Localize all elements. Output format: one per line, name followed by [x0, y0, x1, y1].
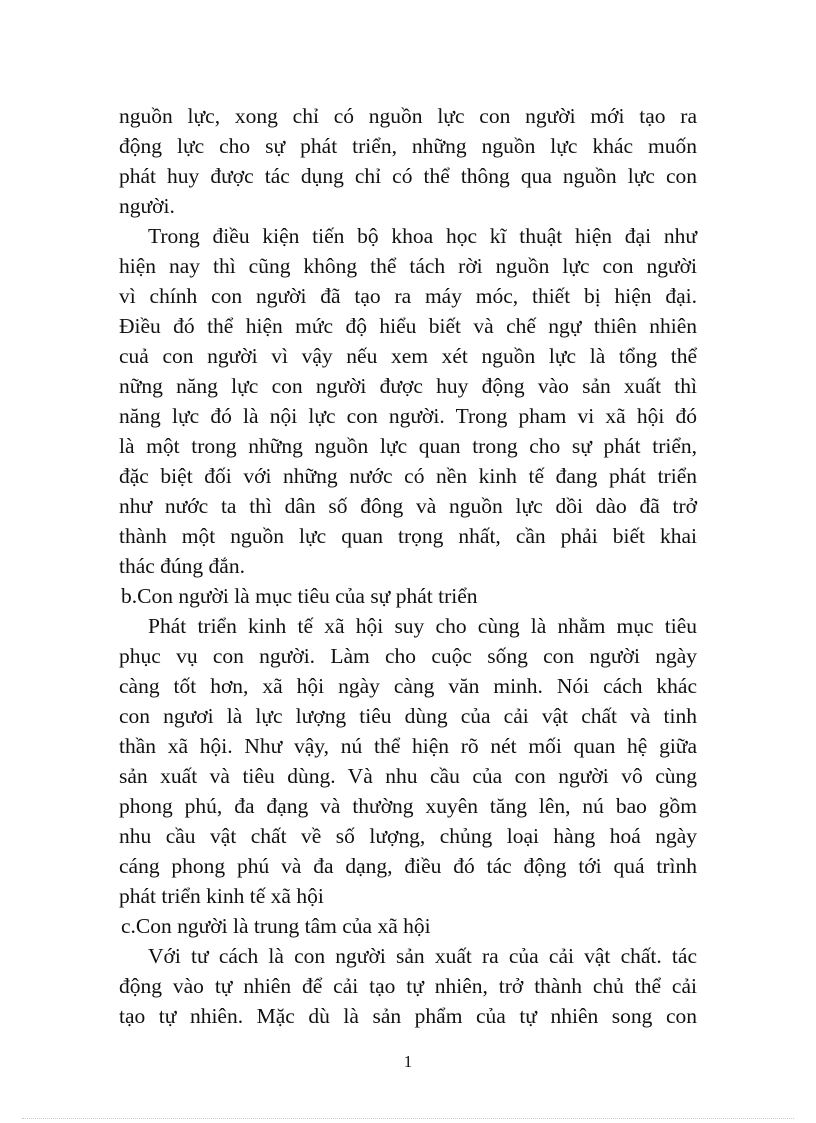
text-line: là một trong những nguồn lực quan trong cho sự phát triển, [119, 434, 697, 458]
text-line: đặc biệt đối với những nước có nền kinh tế đang phát triển [119, 464, 697, 488]
section-heading-c: c.Con người là trung tâm của xã hội [121, 914, 431, 938]
text-line: hiện nay thì cũng không thể tách rời nguồn lực con người [119, 254, 697, 278]
text-line: phục vụ con người. Làm cho cuộc sống con người ngày [119, 644, 697, 668]
text-line: thành một nguồn lực quan trọng nhất, cần phải biết khai [119, 524, 697, 548]
text-line: nguồn lực, xong chỉ có nguồn lực con người mới tạo ra [119, 104, 697, 128]
text-line: người. [119, 194, 175, 218]
page-body [119, 101, 697, 1031]
text-line: phát triển kinh tế xã hội [119, 884, 324, 908]
text-line: càng tốt hơn, xã hội ngày càng văn minh. Nói cách khác [119, 674, 697, 698]
text-line: phong phú, đa đạng và thường xuyên tăng lên, nú bao gồm [119, 794, 697, 818]
text-line: cáng phong phú và đa dạng, điều đó tác động tới quá trình [119, 854, 697, 878]
page-bottom-divider [22, 1118, 794, 1119]
text-line: như nước ta thì dân số đông và nguồn lực dồi dào đã trở [119, 494, 697, 518]
text-line: vì chính con người đã tạo ra máy móc, thiết bị hiện đại. [119, 284, 697, 308]
text-line: cuả con người vì vậy nếu xem xét nguồn lực là tổng thể [119, 344, 697, 368]
text-line: thác đúng đắn. [119, 554, 245, 578]
text-line: Trong điều kiện tiến bộ khoa học kĩ thuật hiện đại như [148, 224, 697, 248]
text-line: nhu cầu vật chất về số lượng, chủng loại hàng hoá ngày [119, 824, 697, 848]
text-line: thần xã hội. Như vậy, nú thể hiện rõ nét mối quan hệ giữa [119, 734, 697, 758]
section-heading-b: b.Con người là mục tiêu của sự phát triển [121, 584, 478, 608]
text-line: phát huy được tác dụng chỉ có thể thông qua nguồn lực con [119, 164, 697, 188]
text-line: động vào tự nhiên để cải tạo tự nhiên, trở thành chủ thể cải [119, 974, 697, 998]
text-line: năng lực đó là nội lực con người. Trong pham vi xã hội đó [119, 404, 697, 428]
text-line: Phát triển kinh tế xã hội suy cho cùng là nhằm mục tiêu [148, 614, 697, 638]
text-line: con ngươi là lực lượng tiêu dùng của cải vật chất và tinh [119, 704, 697, 728]
text-line: nững năng lực con người được huy động vào sản xuất thì [119, 374, 697, 398]
text-line: Điều đó thể hiện mức độ hiểu biết và chế ngự thiên nhiên [119, 314, 697, 338]
text-line: động lực cho sự phát triển, những nguồn lực khác muốn [119, 134, 697, 158]
text-line: Với tư cách là con người sản xuất ra của cải vật chất. tác [148, 944, 697, 968]
text-line: tạo tự nhiên. Mặc dù là sản phẩm của tự nhiên song con [119, 1004, 697, 1028]
text-line: sản xuất và tiêu dùng. Và nhu cầu của con người vô cùng [119, 764, 697, 788]
page-number: 1 [403, 1052, 413, 1071]
